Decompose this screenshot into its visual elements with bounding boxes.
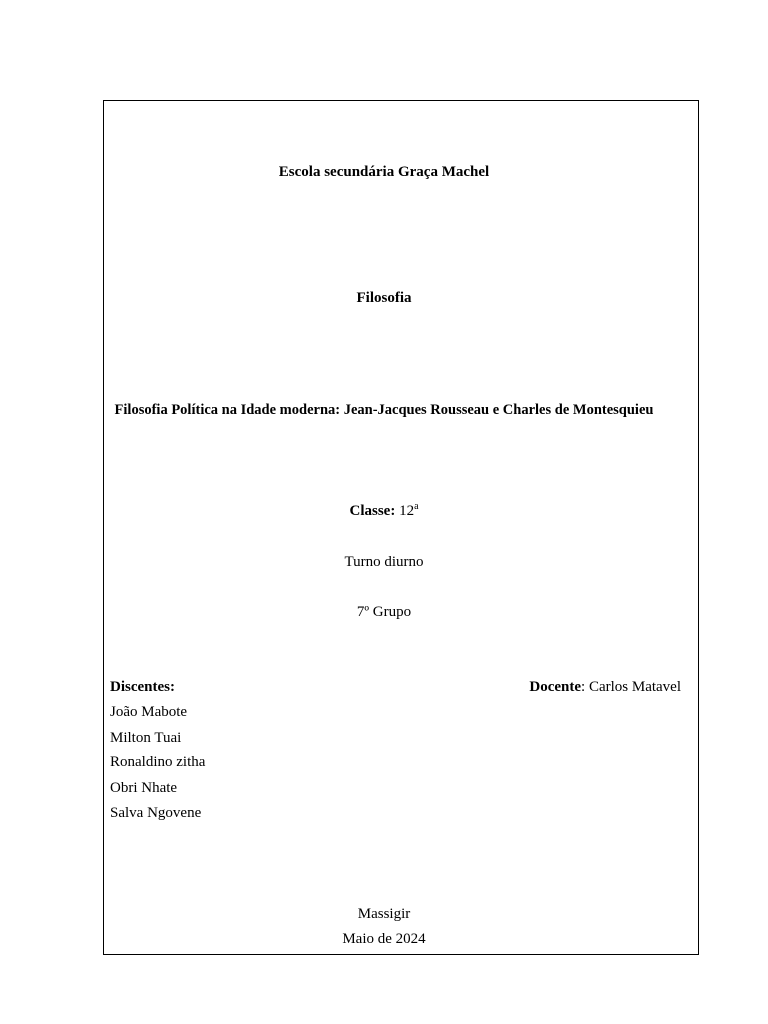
teacher-separator: :	[581, 679, 586, 695]
teacher-label: Docente	[529, 679, 582, 695]
page-border	[103, 100, 699, 955]
date-line: Maio de 2024	[342, 931, 426, 947]
student-name: Salva Ngovene	[110, 805, 202, 821]
subject-title: Filosofia	[356, 290, 412, 306]
teacher-name: Carlos Matavel	[588, 679, 681, 695]
students-label: Discentes:	[110, 679, 175, 695]
student-name: João Mabote	[110, 704, 188, 720]
place-line: Massigir	[357, 906, 411, 922]
student-name: Milton Tuai	[110, 730, 182, 746]
shift-line: Turno diurno	[344, 554, 424, 570]
teacher-line	[529, 678, 681, 696]
classe-suffix: a	[414, 501, 419, 512]
student-name: Ronaldino zitha	[110, 754, 206, 770]
classe-label: Classe:	[349, 503, 396, 519]
student-name: Obri Nhate	[110, 780, 178, 796]
classe-line	[0, 502, 768, 520]
group-line: 7º Grupo	[356, 604, 412, 620]
school-name: Escola secundária Graça Machel	[278, 164, 490, 180]
classe-value: 12	[399, 503, 415, 519]
topic-title: Filosofia Política na Idade moderna: Jean-Jacques Rousseau e Charles de Montesquieu	[114, 402, 654, 418]
